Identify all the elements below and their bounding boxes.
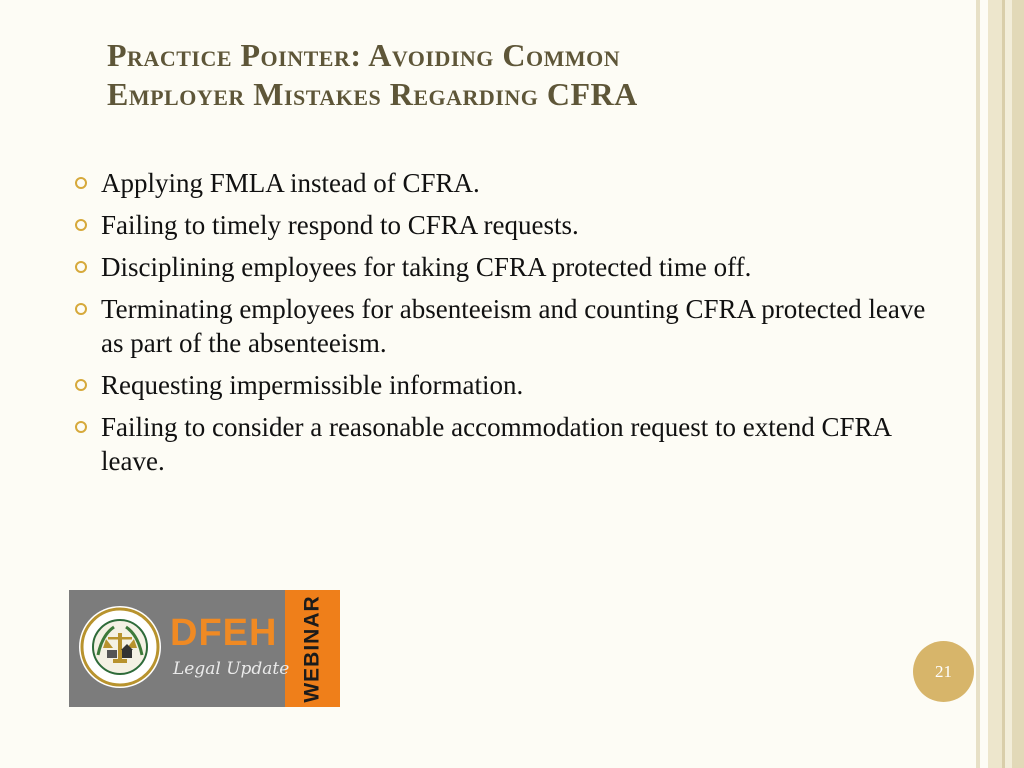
bullet-item bbox=[73, 368, 953, 402]
hollow-circle-bullet-icon bbox=[75, 303, 87, 315]
dfeh-webinar-logo bbox=[69, 590, 340, 707]
slide-title bbox=[107, 36, 887, 114]
bullet-list bbox=[73, 166, 953, 486]
logo-webinar-text: WEBINAR bbox=[300, 594, 324, 703]
hollow-circle-bullet-icon bbox=[75, 177, 87, 189]
hollow-circle-bullet-icon bbox=[75, 421, 87, 433]
logo-subtitle: Legal Update bbox=[173, 659, 290, 679]
slide-title-line-2: Employer Mistakes Regarding CFRA bbox=[107, 76, 638, 112]
page-number-badge bbox=[913, 641, 974, 702]
bullet-item bbox=[73, 166, 953, 200]
bullet-text: Disciplining employees for taking CFRA protected time off. bbox=[101, 252, 752, 282]
bullet-text: Failing to timely respond to CFRA requests. bbox=[101, 210, 579, 240]
bullet-text: Applying FMLA instead of CFRA. bbox=[101, 168, 480, 198]
hollow-circle-bullet-icon bbox=[75, 261, 87, 273]
bullet-item bbox=[73, 250, 953, 284]
hollow-circle-bullet-icon bbox=[75, 219, 87, 231]
dfeh-seal-icon bbox=[78, 605, 162, 689]
logo-dfeh-text: DFEH bbox=[170, 612, 278, 654]
logo-webinar-badge bbox=[285, 590, 340, 707]
bullet-item bbox=[73, 292, 953, 360]
bullet-item bbox=[73, 208, 953, 242]
page-number: 21 bbox=[935, 661, 952, 681]
slide-title-line-1: Practice Pointer: Avoiding Common bbox=[107, 37, 621, 73]
decorative-side-stripes bbox=[976, 0, 1024, 768]
bullet-text: Terminating employees for absenteeism and counting CFRA protected leave as part of the absenteeism. bbox=[101, 294, 926, 358]
bullet-text: Failing to consider a reasonable accommodation request to extend CFRA leave. bbox=[101, 412, 891, 476]
bullet-item bbox=[73, 410, 953, 478]
hollow-circle-bullet-icon bbox=[75, 379, 87, 391]
bullet-text: Requesting impermissible information. bbox=[101, 370, 524, 400]
